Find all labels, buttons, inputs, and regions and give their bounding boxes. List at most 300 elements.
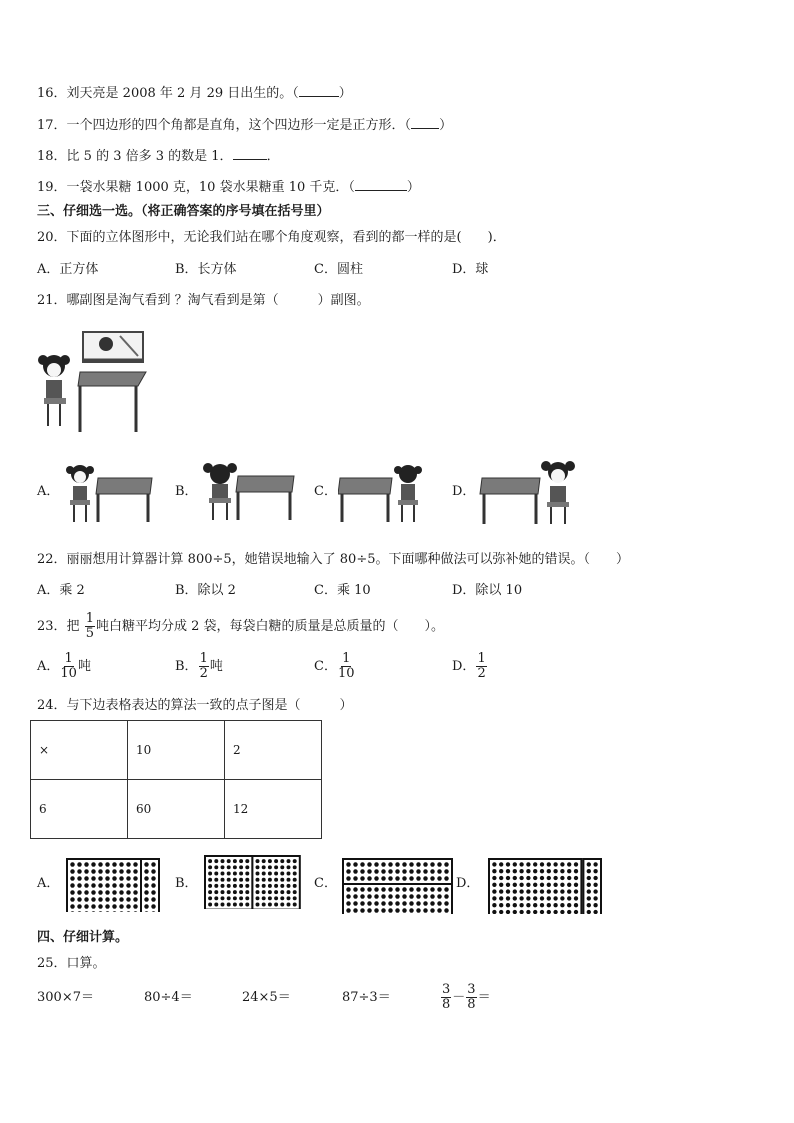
dot (126, 862, 130, 866)
dot (437, 887, 441, 891)
dot (268, 896, 272, 900)
dot (444, 894, 448, 898)
dot (499, 889, 503, 893)
dot (91, 890, 95, 894)
dot (499, 883, 503, 887)
dot (274, 890, 278, 894)
dot (91, 904, 95, 908)
dot (287, 896, 291, 900)
dot (208, 859, 212, 863)
dot (91, 897, 95, 901)
dot (105, 862, 109, 866)
dot (430, 887, 434, 891)
dot (233, 903, 237, 907)
option-a[interactable]: A． (37, 876, 60, 891)
dot (214, 896, 218, 900)
dot (506, 869, 510, 873)
dot (444, 876, 448, 880)
dot (105, 897, 109, 901)
dot (506, 862, 510, 866)
dot (346, 901, 350, 905)
dot (374, 894, 378, 898)
dot (221, 903, 225, 907)
dot (227, 872, 231, 876)
dot (567, 876, 571, 880)
option-b[interactable]: B．除以 2 (175, 583, 236, 598)
dot (409, 908, 413, 912)
fraction-expression: $\frac{3}{8}$ － $\frac{3}{8}$ ＝ (442, 982, 491, 1012)
dot (506, 883, 510, 887)
dot (574, 876, 578, 880)
dot (214, 872, 218, 876)
dot (221, 872, 225, 876)
dot (274, 884, 278, 888)
dot (353, 894, 357, 898)
dot (416, 901, 420, 905)
dot (70, 890, 74, 894)
dot (245, 872, 249, 876)
dot (262, 903, 266, 907)
dot (395, 887, 399, 891)
dot (293, 865, 297, 869)
dot (547, 876, 551, 880)
dot (444, 869, 448, 873)
table-row (31, 721, 322, 780)
dot (126, 890, 130, 894)
dot (574, 903, 578, 907)
dot (98, 869, 102, 873)
table-cell: 60 (128, 780, 225, 839)
dot-block (141, 859, 159, 912)
dot (268, 884, 272, 888)
dot (409, 901, 413, 905)
dot (233, 884, 237, 888)
dot (287, 865, 291, 869)
dot (287, 878, 291, 882)
dot (287, 890, 291, 894)
dot (221, 896, 225, 900)
dot (287, 859, 291, 863)
dot (293, 872, 297, 876)
dot (360, 908, 364, 912)
dot (533, 910, 537, 914)
dot (574, 896, 578, 900)
dot (346, 908, 350, 912)
dot (381, 894, 385, 898)
dot (388, 894, 392, 898)
dot (560, 876, 564, 880)
table-cell: 12 (225, 780, 322, 839)
option-d[interactable]: D．球 (452, 262, 489, 277)
dot (526, 876, 530, 880)
dot (388, 862, 392, 866)
dot (221, 890, 225, 894)
question-21: 21．哪副图是淘气看到 ？淘气看到是第（ ）副图。 (37, 293, 370, 308)
dot (437, 901, 441, 905)
option-d[interactable]: D．除以 10 (452, 583, 523, 598)
dot (416, 862, 420, 866)
dot (233, 878, 237, 882)
dot (287, 872, 291, 876)
dot (437, 876, 441, 880)
option-a[interactable]: A．正方体 (37, 262, 99, 277)
dot (112, 904, 116, 908)
dot (144, 883, 148, 887)
dot (553, 889, 557, 893)
dot (587, 910, 591, 914)
dot (423, 901, 427, 905)
mental-math-item: 300×7＝ (37, 990, 94, 1005)
dot (506, 910, 510, 914)
dot (98, 897, 102, 901)
dot (513, 862, 517, 866)
option-c[interactable]: C． (314, 876, 337, 891)
dot (98, 890, 102, 894)
dot (587, 862, 591, 866)
fraction: $\frac{1}{10}$ (337, 651, 355, 681)
dot (402, 901, 406, 905)
dot (430, 876, 434, 880)
dot (208, 896, 212, 900)
dot (208, 884, 212, 888)
dot (233, 896, 237, 900)
dot (353, 869, 357, 873)
fraction: $\frac{3}{8}$ (467, 982, 476, 1012)
dot (388, 869, 392, 873)
dot (112, 897, 116, 901)
dot (540, 889, 544, 893)
dot (540, 896, 544, 900)
dot (126, 883, 130, 887)
dot (547, 883, 551, 887)
dot (91, 869, 95, 873)
dot (214, 865, 218, 869)
table-cell: × (31, 721, 128, 780)
dot (144, 876, 148, 880)
dot (444, 887, 448, 891)
dot (144, 897, 148, 901)
dot (388, 901, 392, 905)
dot (526, 910, 530, 914)
dot (256, 896, 260, 900)
dot (444, 908, 448, 912)
dot (245, 903, 249, 907)
mental-math-item: 87÷3＝ (342, 990, 391, 1005)
dot (133, 904, 137, 908)
table-cell: 6 (31, 780, 128, 839)
dot (133, 876, 137, 880)
dot (144, 869, 148, 873)
dot (133, 869, 137, 873)
section-heading-3: 三、仔细选一选。（将正确答案的序号填在括号里） (37, 204, 330, 219)
option-b[interactable]: B．长方体 (175, 262, 237, 277)
view-a-figure (62, 460, 154, 524)
dot (239, 890, 243, 894)
option-d[interactable]: D． $\frac{1}{2}$ (452, 651, 486, 681)
dot (513, 876, 517, 880)
dot (268, 865, 272, 869)
dot (360, 862, 364, 866)
dot (239, 859, 243, 863)
dot (233, 872, 237, 876)
dot (274, 859, 278, 863)
dot (533, 883, 537, 887)
question-20: 20．下面的立体图形中，无论我们站在哪个角度观察，看到的都一样的是( )． (37, 230, 506, 245)
dot (208, 865, 212, 869)
dot (70, 876, 74, 880)
option-b[interactable]: B． $\frac{1}{2}$ 吨 (175, 651, 223, 681)
dot (540, 883, 544, 887)
dot (293, 896, 297, 900)
dot (395, 894, 399, 898)
dot (409, 887, 413, 891)
dot (280, 890, 284, 894)
dot (214, 878, 218, 882)
dot (430, 908, 434, 912)
dot (519, 889, 523, 893)
dot (112, 862, 116, 866)
dot (499, 896, 503, 900)
dot (506, 896, 510, 900)
dot (409, 894, 413, 898)
dot (91, 862, 95, 866)
option-a[interactable]: A． (37, 484, 60, 499)
dot (245, 890, 249, 894)
dot (77, 862, 81, 866)
option-a[interactable]: A． $\frac{1}{10}$ 吨 (37, 651, 91, 681)
option-c[interactable]: C． (314, 484, 337, 499)
dot (126, 869, 130, 873)
dot (593, 889, 597, 893)
dot (587, 869, 591, 873)
option-a[interactable]: A．乘 2 (37, 583, 85, 598)
option-c[interactable]: C．圆柱 (314, 262, 363, 277)
dot (98, 883, 102, 887)
dot (492, 896, 496, 900)
dot (574, 883, 578, 887)
dot (70, 862, 74, 866)
dot (112, 890, 116, 894)
dot (423, 869, 427, 873)
dot (274, 865, 278, 869)
dot (395, 876, 399, 880)
dot (567, 903, 571, 907)
dot (533, 876, 537, 880)
dot (506, 876, 510, 880)
dot (374, 887, 378, 891)
dot (567, 869, 571, 873)
dot (256, 878, 260, 882)
option-d[interactable]: D． (456, 876, 480, 891)
dot (245, 884, 249, 888)
dot (239, 872, 243, 876)
dot (105, 876, 109, 880)
dot-block (205, 856, 252, 909)
section-heading-4: 四、仔细计算。 (37, 930, 129, 945)
dot (151, 904, 155, 908)
dot (227, 865, 231, 869)
view-c-figure (338, 460, 428, 524)
dot (274, 872, 278, 876)
dot (416, 876, 420, 880)
dot (227, 890, 231, 894)
dot (98, 876, 102, 880)
dot (151, 883, 155, 887)
dot (574, 862, 578, 866)
dot (553, 883, 557, 887)
dot (430, 901, 434, 905)
option-c[interactable]: C．乘 10 (314, 583, 371, 598)
dot (214, 890, 218, 894)
dot (84, 869, 88, 873)
dot (346, 887, 350, 891)
dot (227, 859, 231, 863)
dot (587, 876, 591, 880)
dot (567, 862, 571, 866)
dot (587, 883, 591, 887)
dot (444, 862, 448, 866)
dot (84, 883, 88, 887)
dot (430, 894, 434, 898)
dot (526, 896, 530, 900)
dot (287, 884, 291, 888)
dot (553, 862, 557, 866)
dot (233, 865, 237, 869)
dot (245, 896, 249, 900)
dot (499, 876, 503, 880)
dot (84, 897, 88, 901)
dot (268, 903, 272, 907)
dot (262, 884, 266, 888)
dot (593, 910, 597, 914)
dot (208, 878, 212, 882)
dot (91, 883, 95, 887)
option-b[interactable]: B． (175, 484, 198, 499)
dot (287, 903, 291, 907)
dot (112, 869, 116, 873)
dot (119, 897, 123, 901)
dot (593, 862, 597, 866)
fraction: $\frac{1}{2}$ (477, 651, 486, 681)
dot (513, 883, 517, 887)
dot (233, 890, 237, 894)
question-18: 18．比 5 的 3 倍多 3 的数是 1． ． (37, 149, 280, 164)
dot (560, 862, 564, 866)
dot-block (583, 859, 601, 914)
dot (437, 862, 441, 866)
dot (262, 872, 266, 876)
dot (547, 869, 551, 873)
dot (280, 865, 284, 869)
dot (547, 903, 551, 907)
dot (492, 903, 496, 907)
dot (84, 862, 88, 866)
dot (593, 883, 597, 887)
dot (499, 903, 503, 907)
dot (105, 869, 109, 873)
dot (214, 884, 218, 888)
dot (423, 887, 427, 891)
dot (374, 901, 378, 905)
dot (274, 903, 278, 907)
answer-blank[interactable] (233, 147, 267, 160)
dot (126, 904, 130, 908)
dot (77, 890, 81, 894)
dot (547, 889, 551, 893)
dot (262, 890, 266, 894)
dot (77, 876, 81, 880)
option-d[interactable]: D． (452, 484, 476, 499)
dot-array-b (204, 855, 304, 909)
dot (353, 876, 357, 880)
dot (280, 878, 284, 882)
dot (221, 859, 225, 863)
table-cell: 2 (225, 721, 322, 780)
option-b[interactable]: B． (175, 876, 198, 891)
dot (77, 883, 81, 887)
option-c[interactable]: C． $\frac{1}{10}$ (314, 651, 355, 681)
question-25: 25．口算。 (37, 956, 106, 971)
dot (547, 896, 551, 900)
dot (105, 890, 109, 894)
dot (593, 869, 597, 873)
dot (395, 869, 399, 873)
fraction: $\frac{3}{8}$ (442, 982, 451, 1012)
dot (540, 910, 544, 914)
dot (533, 903, 537, 907)
dot (280, 859, 284, 863)
table-cell: 10 (128, 721, 225, 780)
dot (239, 896, 243, 900)
dot (360, 901, 364, 905)
dot (119, 876, 123, 880)
answer-blank[interactable] (299, 84, 339, 97)
answer-blank[interactable] (355, 178, 407, 191)
dot (70, 904, 74, 908)
dot (402, 862, 406, 866)
dot (437, 908, 441, 912)
dot (402, 887, 406, 891)
question-23: 23．把 $\frac{1}{5}$ 吨白糖平均分成 2 袋，每袋白糖的质量是总质量的（ ）。 (37, 611, 445, 641)
dot (227, 878, 231, 882)
dot (526, 889, 530, 893)
dot (268, 872, 272, 876)
dot (409, 876, 413, 880)
dot (126, 897, 130, 901)
dot (221, 884, 225, 888)
dot (593, 876, 597, 880)
dot (360, 894, 364, 898)
dot (567, 910, 571, 914)
dot (214, 903, 218, 907)
dot (423, 862, 427, 866)
dot (374, 862, 378, 866)
dot (268, 878, 272, 882)
dot (437, 894, 441, 898)
dot (293, 878, 297, 882)
dot (381, 862, 385, 866)
answer-blank[interactable] (411, 116, 439, 129)
dot (268, 859, 272, 863)
dot (381, 908, 385, 912)
mental-math-item: 24×5＝ (242, 990, 291, 1005)
dot (84, 890, 88, 894)
dot (395, 901, 399, 905)
dot (367, 908, 371, 912)
dot (587, 903, 591, 907)
dot (144, 890, 148, 894)
dot (245, 865, 249, 869)
